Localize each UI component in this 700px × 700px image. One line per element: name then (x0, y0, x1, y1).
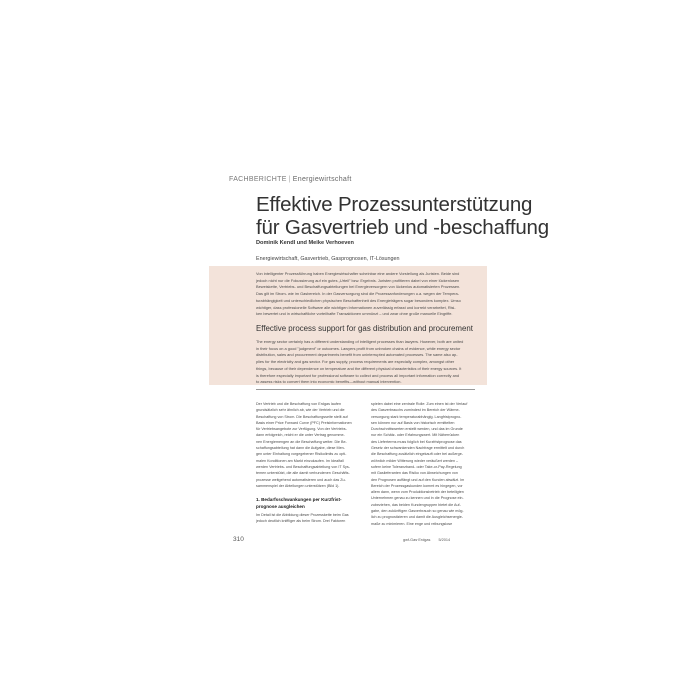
body-line: Im Detail ist die Abbildung dieser Prozesskette beim Gas (256, 513, 349, 517)
footer-issue: 5/2014 (438, 538, 451, 542)
subsection-label: Energiewirtschaft (292, 176, 352, 183)
body-line: nen Energiemengen an die Beschaffung weiter. Die Be- (256, 439, 347, 444)
body-line: nur ein Schätz- oder Erfahrungswert. Mit Näherrücken (371, 433, 460, 438)
body-line: grundsätzlich sehr ähnlich ab, wie der Vertrieb und die (256, 408, 345, 413)
abstract-line: ken bewertet und in wirtschaftliche vorteilhafte Transaktionen ummünzt – und zwar ohne große manuelle Eingriffe. (256, 311, 453, 317)
body-line: temen unterstützt, die alle damit verbundenen Geschäfts- (256, 471, 350, 476)
section-subheading (256, 496, 361, 510)
body-line: gen unter Einhaltung vorgegebener Risikolimits zu opti- (256, 452, 347, 457)
page-number: 310 (233, 536, 244, 543)
body-line: wöhnlich milder Witterung wieder veräußert werden – (371, 458, 459, 463)
abstract-line: plies for the electricity and gas sector. For gas supply, process requirements are especially complex, amongst other (256, 359, 455, 365)
body-line: Bereich der Prozessgaskunden kommt es hingegen, vor (371, 483, 463, 488)
abstract-english (256, 339, 475, 386)
body-line: prozesse weitgehend automatisieren und auch das Zu- (256, 477, 346, 482)
body-line: den Prognosen auffängt und auf den Kunden abwälzt. Im (371, 477, 465, 482)
body-line: für Vertriebsangebote zur Verfügung. Von der Vertriebs- (256, 427, 347, 432)
body-line: des Lieferterms muss folglich bei Kurzfristprognose das (371, 439, 462, 444)
body-line: sammenspiel der Abteilungen unterstützen (Bild 1). (256, 483, 340, 488)
body-line: dann erfolgreich, reicht er die unter Vertrag genomme- (256, 433, 345, 438)
body-line: malen Konditionen am Markt einzukaufen. Im Idealfall (256, 458, 344, 463)
abstract-german (256, 271, 475, 318)
subheading-line: 1. Bedarfsschwankungen per Kurzfrist- (256, 497, 342, 502)
body-line: Unternehmen genau zu kennen und in die Prognose ein- (371, 496, 464, 501)
body-line: mit Gaslieferanten das Risiko von Abweichungen von (371, 471, 458, 476)
body-line: Der Vertrieb und die Beschaffung von Erdgas laufen (256, 402, 342, 406)
abstract-line: wichtiger, dass professionelle Software alle wichtigen Informationen zuverlässig erfasst und korrekt verarbeitet, Risi- (256, 304, 456, 310)
authors: Dominik Kendl und Meike Verhoeven (256, 240, 354, 246)
abstract-line: things, because of their dependence on temperature and the different physical characteristics of their energy sources. It (256, 365, 462, 371)
body-column-right (371, 401, 476, 527)
abstract-line: jedoch nicht nur die Fokussierung auf ein gutes „Urteil" bzw. Ergebnis. Juristen profitieren dabei von einer lückenlosen (256, 277, 460, 283)
body-column-left-continued (256, 512, 361, 525)
body-line: Durchschnittswerten erstellt werden, und das im Grunde (371, 427, 463, 432)
body-line: werden Vertriebs- und Beschaffungsabteilung von IT Sys- (256, 464, 350, 469)
body-line: zubeziehen, das beiden Kundengruppen bietet die Auf- (371, 502, 461, 507)
body-line: versorgung stark temperaturabhängig. Langfristprogno- (371, 414, 462, 419)
english-abstract-title: Effective process support for gas distribution and procurement (256, 324, 473, 333)
article-title-line: für Gasvertrieb und -beschaffung (256, 215, 549, 239)
section-separator: | (288, 176, 291, 183)
body-column-left (256, 401, 361, 489)
body-line: Basis einer Price Forward Curve (PFC) Preisinformationen (256, 420, 352, 425)
abstract-line: is therefore especially important for professional software to collect and process all important information correctly and (256, 372, 460, 378)
abstract-line: in their focus on a good "judgment" or outcomes. Lawyers profit from unbroken chains of evidence, while energy sector (256, 345, 461, 351)
body-line: Gesetz der schwankenden Nachfrage ermittelt und durch (371, 446, 465, 451)
body-line: allem dann, wenn vom Produktionsbetrieb der beteiligten (371, 490, 464, 495)
body-line: maße zu minimieren. Eine enge und reibungslose (371, 521, 453, 526)
body-line: Beschaffung von Strom. Die Beschaffungsseite stellt auf (256, 414, 348, 419)
page-footer (403, 538, 450, 542)
abstract-line: Beweiskette, Vertriebs- und Beschaffungsabteilungen bei Energieversorgern von lückenlos automatisierten Prozessen. (256, 284, 461, 290)
article-title (256, 194, 676, 239)
body-line: spielen dabei eine zentrale Rolle: Zum einen ist der Verlauf (371, 402, 468, 406)
body-line: des Gasverbrauchs zumindest im Bereich der Wärme- (371, 408, 460, 413)
body-line: lich zu prognostizieren und damit die Ausgleichsenergie- (371, 515, 464, 520)
body-line: gabe, den zukünftigen Gasverbrauch so genau wie mög- (371, 509, 464, 514)
abstract-line: Das gilt im Strom- wie im Gasbereich. In der Gasversorgung sind die Prozessanforderungen u.a. wegen der Tempera- (256, 291, 459, 297)
section-label: FACHBERICHTE (229, 176, 287, 183)
abstract-line: turabhängigkeit und unterschiedlichen physischen Beschaffenheit des Energieträgers sogar besonders komplex. Umso (256, 297, 461, 303)
abstract-line: Von intelligenter Prozessführung haben Energiewirtschafter scheinbar eine andere Vorstellung als Juristen. Beide sind (256, 271, 460, 276)
keywords: Energiewirtschaft, Gasvertrieb, Gasprognosen, IT-Lösungen (256, 256, 400, 262)
abstract-line: The energy sector certainly has a different understanding of intelligent processes than lawyers. However, both are united (256, 339, 464, 344)
subheading-line: prognose ausgleichen (256, 504, 305, 509)
column-rule (256, 389, 475, 390)
footer-journal: gwf-Gas·Erdgas (403, 538, 431, 542)
body-line: sofern keine Toleranzband- oder Take-or-Pay-Regelung (371, 464, 462, 469)
body-line: sen können nur auf Basis von historisch ermittelten (371, 420, 455, 425)
abstract-line: distribution, sales and procurement departments benefit from uninterrupted automated processes. The same also ap- (256, 352, 458, 358)
article-title-line: Effektive Prozessunterstützung (256, 193, 533, 216)
abstract-line: to assess risks to convert them into economic benefits—without manual intervention. (256, 379, 402, 385)
section-header (229, 176, 352, 183)
body-line: schaffungsabteilung hat dann die Aufgabe, diese Men- (256, 446, 345, 451)
body-line: jedoch deutlich kniffliger als beim Strom. Drei Faktoren (256, 519, 346, 524)
body-line: die Beschaffung zusätzlich eingekauft oder bei außerge- (371, 452, 463, 457)
